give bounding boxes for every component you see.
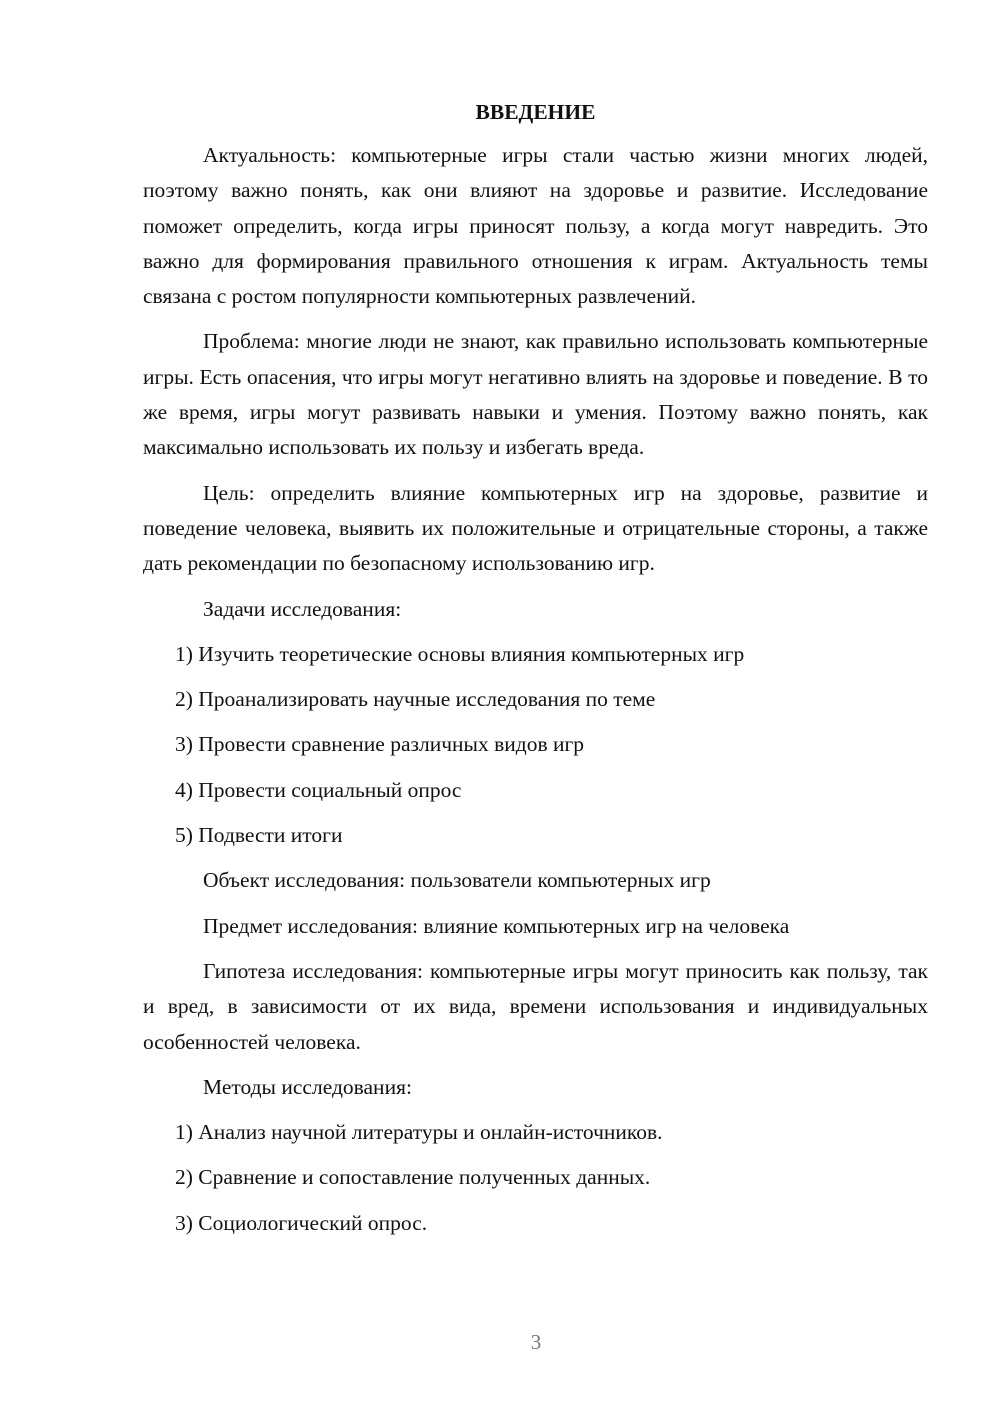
paragraph-hypothesis: Гипотеза исследования: компьютерные игры могут приносить как пользу, так и вред, в зависимости от их вида, времени использования и индивидуальных особенностей человека. xyxy=(143,958,928,1054)
tasks-heading: Задачи исследования: xyxy=(203,596,402,621)
paragraph-relevance: Актуальность: компьютерные игры стали частью жизни многих людей, поэтому важно понять, как они влияют на здоровье и развитие. Исследование поможет определить, когда игры приносят пользу, а когда могут навредить. Это важно для формирования правильного отношения к играм. Актуальность темы связана с ростом популярности компьютерных развлечений. xyxy=(143,143,928,309)
page-title: ВВЕДЕНИЕ xyxy=(475,100,596,124)
methods-list xyxy=(143,1115,928,1241)
page-number: 3 xyxy=(530,1330,542,1354)
list-item: 2) Сравнение и сопоставление полученных данных. xyxy=(175,1165,651,1190)
list-item: 2) Проанализировать научные исследования по теме xyxy=(175,687,656,712)
paragraph-goal: Цель: определить влияние компьютерных игр на здоровье, развитие и поведение человека, выявить их положительные и отрицательные стороны, а также дать рекомендации по безопасному использованию игр. xyxy=(143,480,928,576)
list-item: 3) Социологический опрос. xyxy=(175,1210,428,1235)
tasks-list xyxy=(143,637,928,853)
research-object: Объект исследования: пользователи компьютерных игр xyxy=(203,868,711,893)
research-subject: Предмет исследования: влияние компьютерных игр на человека xyxy=(203,913,790,938)
list-item: 1) Изучить теоретические основы влияния компьютерных игр xyxy=(175,641,745,666)
list-item: 4) Провести социальный опрос xyxy=(175,777,462,802)
list-item: 1) Анализ научной литературы и онлайн-источников. xyxy=(175,1120,663,1145)
paragraph-problem: Проблема: многие люди не знают, как правильно использовать компьютерные игры. Есть опасения, что игры могут негативно влиять на здоровье и поведение. В то же время, игры могут развивать навыки и умения. Поэтому важно понять, как максимально использовать их пользу и избегать вреда. xyxy=(143,329,928,460)
methods-heading: Методы исследования: xyxy=(203,1074,412,1099)
list-item: 5) Подвести итоги xyxy=(175,823,343,848)
list-item: 3) Провести сравнение различных видов игр xyxy=(175,732,585,757)
page-content xyxy=(143,96,928,1251)
